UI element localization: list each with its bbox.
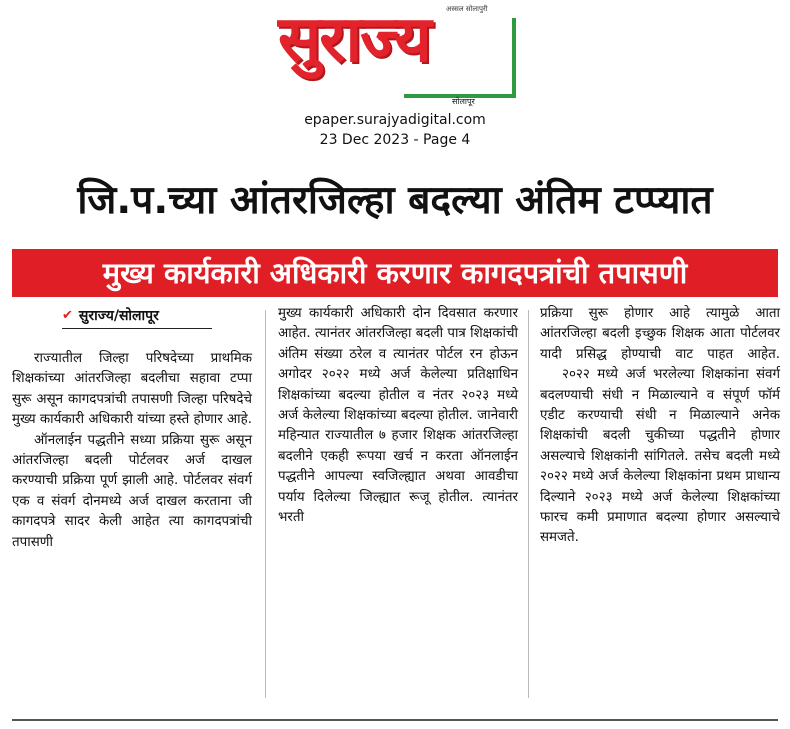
logo-wordmark: सुराज्य — [278, 3, 430, 77]
logo-city: सोलापूर — [452, 97, 475, 106]
article-column-3 — [540, 304, 780, 549]
paragraph: प्रक्रिया सुरू होणार आहे त्यामुळे आता आंतरजिल्हा बदली इच्छुक शिक्षक आता पोर्टलवर यादी प्रसिद्ध होण्याची वाट पाहत आहेत. — [540, 306, 780, 362]
epaper-url: epaper.surajyadigital.com — [304, 112, 486, 128]
issue-date-page: 23 Dec 2023 - Page 4 — [319, 132, 471, 148]
column-divider — [528, 310, 529, 698]
masthead-tagline: अस्सल सोलापुरी — [446, 5, 488, 13]
paragraph: ऑनलाईन पद्धतीने सध्या प्रक्रिया सुरू असून आंतरजिल्हा बदली पोर्टलवर अर्ज दाखल करण्याची प्रक्रिया पूर्ण झाली आहे. पोर्टलवर संवर्ग एक व संवर्ग दोनमध्ये अर्ज दाखल करताना जी कागदपत्रे सादर केली आहेत त्या कागदपत्रांची तपासणी — [12, 432, 252, 550]
article-headline: जि.प.च्या आंतरजिल्हा बदल्या अंतिम टप्प्यात — [77, 178, 713, 223]
article-subheadline: मुख्य कार्यकारी अधिकारी करणार कागदपत्रांची तपासणी — [102, 256, 688, 290]
byline — [62, 304, 212, 329]
paragraph: राज्यातील जिल्हा परिषदेच्या प्राथमिक शिक्षकांच्या आंतरजिल्हा बदलीचा सहावा टप्पा सुरू असून कागदपत्रांची तपासणी जिल्हा परिषदेचे मुख्य कार्यकारी अधिकारी यांच्या हस्ते होणार आहे. — [12, 351, 252, 428]
byline-text: सुराज्य/सोलापूर — [78, 307, 159, 324]
logo-frame-vertical — [512, 18, 516, 94]
masthead — [0, 0, 790, 160]
article-column-1 — [12, 304, 252, 553]
checkmark-icon: ✔ — [62, 307, 73, 323]
paragraph: २०२२ मध्ये अर्ज भरलेल्या शिक्षकांना संवर्ग बदलण्याची संधी न मिळाल्याने व संपूर्ण फॉर्म एडीट करण्याची संधी न मिळाल्याने अनेक शिक्षकांची बदली चुकीच्या पद्धतीने होणार असल्याचे शिक्षकांनी सांगितले. तसेच बदली मध्ये २०२२ मध्ये अर्ज केलेल्या शिक्षकांना प्रथम प्राधान्य दिल्याने २०२३ मध्ये अर्ज केलेल्या शिक्षकांच्या फारच कमी प्रमाणात बदल्या होणार असल्याचे समजते. — [540, 367, 780, 546]
bottom-rule — [12, 719, 778, 721]
article-column-2 — [278, 304, 518, 528]
paragraph: मुख्य कार्यकारी अधिकारी दोन दिवसात करणार आहेत. त्यानंतर आंतरजिल्हा बदली पात्र शिक्षकांची अंतिम संख्या ठरेल व त्यानंतर पोर्टल रन होऊन अगोदर २०२२ मध्ये अर्ज केलेल्या प्रतिक्षाधिन शिक्षकांच्या बदल्या होतील व नंतर २०२३ मध्ये अर्ज केलेल्या शिक्षकांच्या बदल्या होतील. जानेवारी महिन्यात राज्यातील ७ हजार शिक्षक आंतरजिल्हा बदलीने एकही रूपया खर्च न करता ऑनलाईन पद्धतीने आपल्या स्वजिल्ह्यात अथवा आवडीचा पर्याय दिलेल्या जिल्ह्यात रूजू होतील. त्यानंतर भरती — [278, 306, 518, 526]
column-divider — [265, 310, 266, 698]
